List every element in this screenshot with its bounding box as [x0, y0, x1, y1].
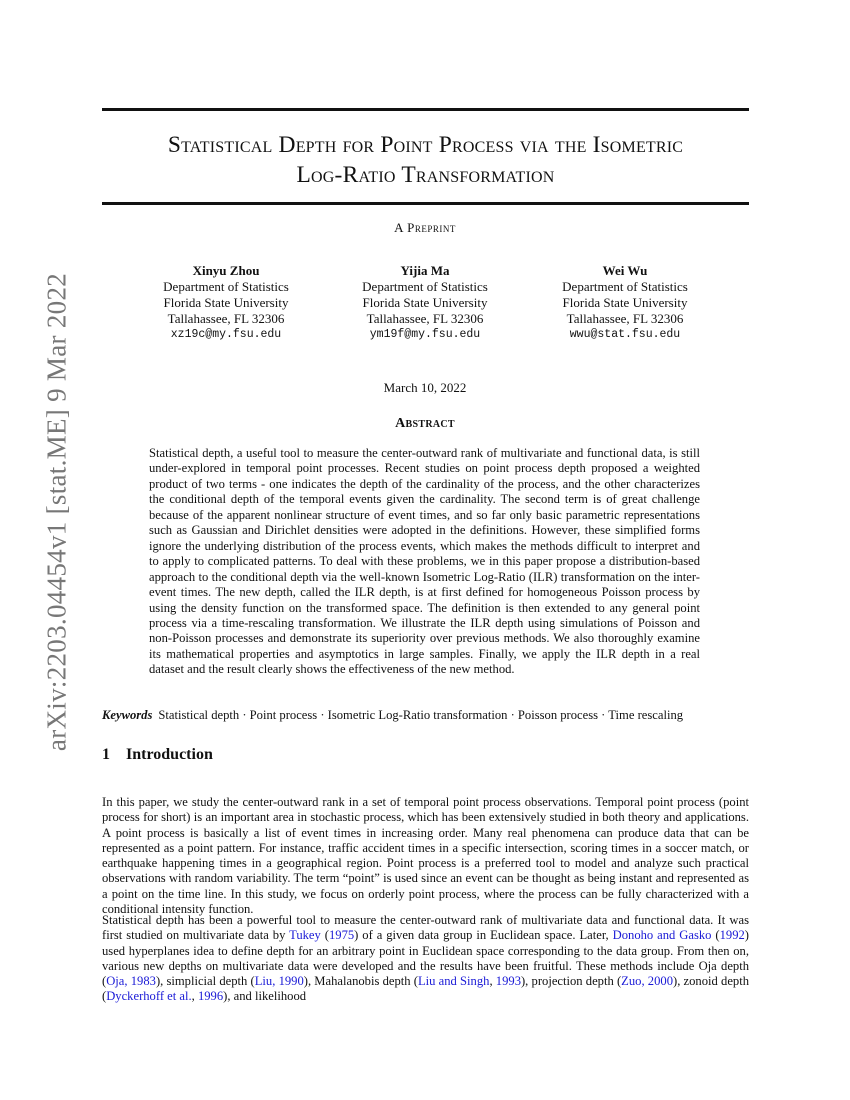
- abstract-text: Statistical depth, a useful tool to measure the center-outward rank of multivariate and functional data, is still under-explored in temporal point processes. Recent studies on point process depth proposed a weighted product of two terms - one indicates the depth of the cardinality of the process, and the other characterizes the conditional depth of the temporal events given the cardinality. The second term is of great challenge because of the apparent nonlinear structure of event times, and so far only basic parametric representations such as Gaussian and Dirichlet densities were adopted in the definitions. However, these simplified forms ignore the underlying distribution of the process events, which makes the methods difficult to interpret and to apply to complicated patterns. To deal with these problems, we in this paper propose a distribution-based approach to the conditional depth via the well-known Isometric Log-Ratio (ILR) transformation on the inter-event times. The new depth, called the ILR depth, is at first defined for homogeneous Poisson process by using the density function on the transformed space. The definition is then extended to any general point process via a time-rescaling transformation. We illustrate the ILR depth using simulations of Poisson and non-Poisson processes and demonstrate its superiority over previous methods. We also thoroughly examine its mathematical properties and asymptotics in large samples. Finally, we apply the ILR depth in a real dataset and the result clearly shows the effectiveness of the new method.: [149, 446, 700, 677]
- citation-link[interactable]: Dyckerhoff et al.: [106, 989, 192, 1004]
- text-run: ), simplicial depth (: [155, 974, 255, 989]
- citation-link[interactable]: 1993: [495, 974, 521, 989]
- text-run: ,: [489, 974, 496, 989]
- citation-link[interactable]: Liu and Singh: [417, 974, 490, 989]
- intro-paragraph-2: [102, 913, 749, 1005]
- keywords-text: Statistical depth · Point process · Isometric Log-Ratio transformation · Poisson process · Time rescaling: [158, 708, 684, 722]
- arxiv-stamp: arXiv:2203.04454v1 [stat.ME] 9 Mar 2022: [41, 272, 72, 752]
- author-university: Florida State University: [562, 295, 688, 310]
- author-department: Department of Statistics: [562, 279, 688, 294]
- text-run: Statistical depth has been a powerful tool to measure the center-outward rank of multivariate data and functional data. It was first studied on multivariate data by: [102, 913, 749, 943]
- paper-title: [102, 130, 749, 190]
- author-city: Tallahassee, FL 32306: [566, 311, 684, 326]
- citation-link[interactable]: Zuo, 2000: [621, 974, 673, 989]
- citation-link[interactable]: 1996: [197, 989, 224, 1004]
- citation-link[interactable]: 1975: [328, 928, 355, 943]
- text-run: ,: [191, 989, 198, 1004]
- keywords-line: [102, 708, 762, 723]
- author-university: Florida State University: [163, 295, 289, 310]
- abstract-heading: Abstract: [395, 416, 455, 431]
- text-run: ) used hyperplanes idea to define depth for an arbitrary point in Euclidean space corresponding to the data group. From then on, various new depths on multivariate data were developed and the results have been fruitful. These methods include Oja depth (: [102, 928, 749, 989]
- text-run: ) of a given data group in Euclidean space. Later,: [354, 928, 613, 943]
- text-run: (: [711, 928, 720, 943]
- text-run: ), zonoid depth (: [102, 974, 750, 1004]
- title-rule-top: [102, 108, 749, 111]
- citation-link[interactable]: 1992: [719, 928, 745, 943]
- title-line-1: Statistical Depth for Point Process via the Isometric: [167, 132, 684, 158]
- title-line-2: Log-Ratio Transformation: [296, 162, 555, 188]
- text-run: ), Mahalanobis depth (: [303, 974, 418, 989]
- author-block: [325, 263, 525, 343]
- author-name: Yijia Ma: [400, 263, 450, 278]
- citation-link[interactable]: Liu, 1990: [254, 974, 304, 989]
- author-email[interactable]: xz19c@my.fsu.edu: [170, 328, 282, 341]
- author-name: Xinyu Zhou: [192, 263, 260, 278]
- citation-link[interactable]: Oja, 1983: [106, 974, 156, 989]
- text-run: (: [320, 928, 329, 943]
- author-university: Florida State University: [362, 295, 488, 310]
- author-email[interactable]: wwu@stat.fsu.edu: [569, 328, 681, 341]
- section-title: Introduction: [126, 746, 213, 763]
- author-city: Tallahassee, FL 32306: [167, 311, 285, 326]
- section-number: 1: [102, 746, 110, 763]
- section-heading: [102, 746, 213, 764]
- publication-date: March 10, 2022: [383, 380, 467, 395]
- citation-link[interactable]: Donoho and Gasko: [612, 928, 712, 943]
- author-city: Tallahassee, FL 32306: [366, 311, 484, 326]
- author-block: [126, 263, 326, 343]
- author-block: [525, 263, 725, 343]
- author-name: Wei Wu: [602, 263, 648, 278]
- intro-paragraph-1: In this paper, we study the center-outward rank in a set of temporal point process observations. Temporal point process (point process for short) is an important area in stochastic process, which has been extensively studied in both theory and applications. A point process is basically a list of event times in increasing order. Many real phenomena can produce data that can be represented as a point pattern. For instance, traffic accident times in a specific intersection, scoring times in a soccer match, or earthquake happening times in a geographical region. Point process is a preferred tool to model and analyze such practical observations with random variability. The term “point” is used since an event can be thought as being instant and represented as a point on the time line. In this study, we focus on orderly point process, where the process can be fully characterized with a conditional intensity function.: [102, 795, 749, 917]
- author-email[interactable]: ym19f@my.fsu.edu: [369, 328, 481, 341]
- author-department: Department of Statistics: [163, 279, 289, 294]
- text-run: ), projection depth (: [520, 974, 622, 989]
- keywords-label: Keywords: [102, 708, 153, 722]
- author-department: Department of Statistics: [362, 279, 488, 294]
- text-run: ), and likelihood: [223, 989, 307, 1004]
- citation-link[interactable]: Tukey: [289, 928, 321, 943]
- preprint-label: A Preprint: [394, 220, 456, 235]
- title-rule-bottom: [102, 202, 749, 205]
